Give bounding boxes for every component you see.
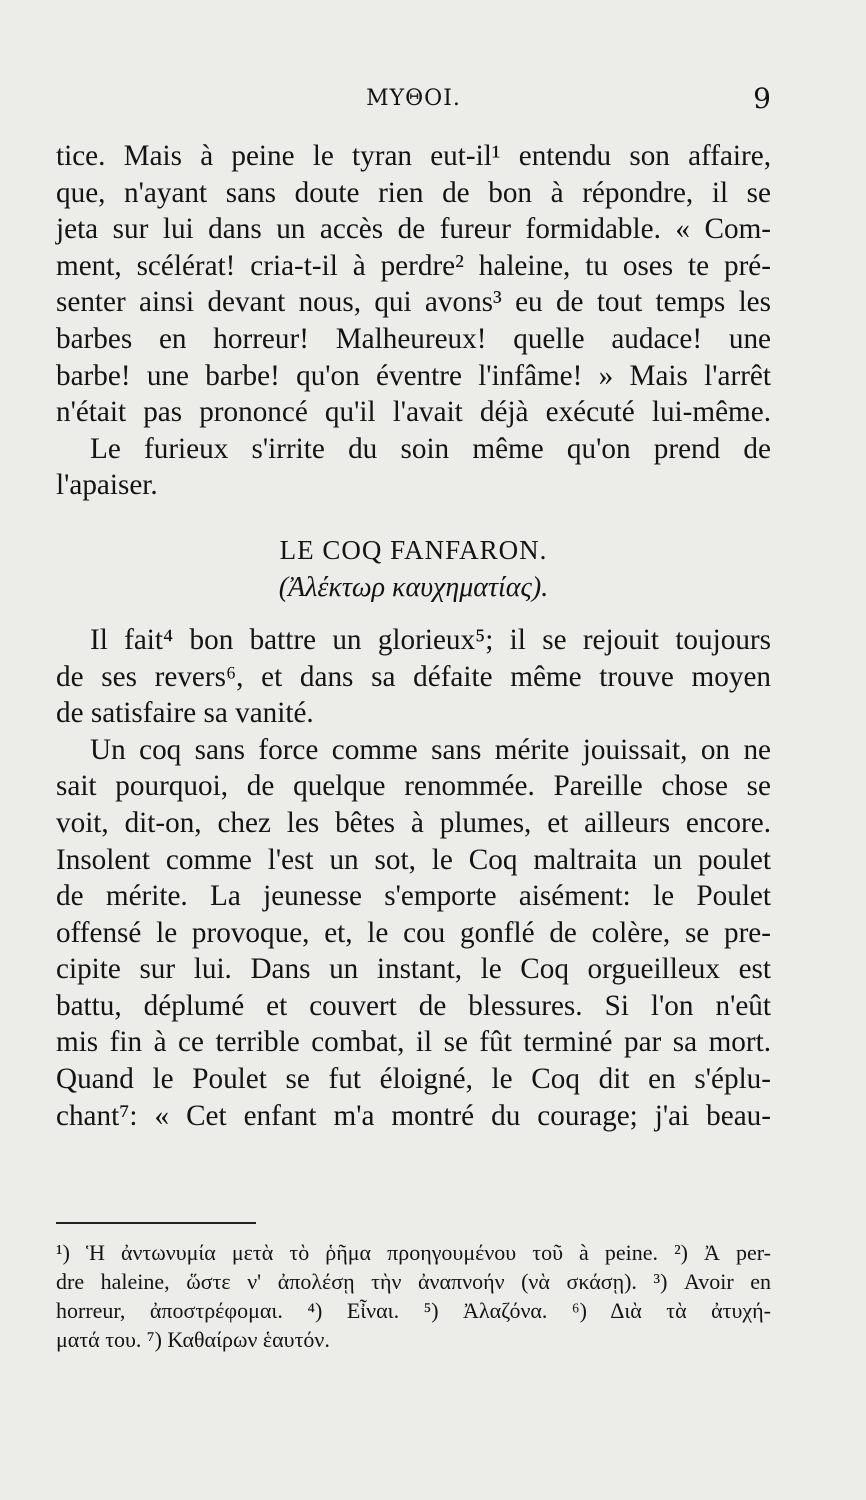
footnote-line: horreur, ἀποστρέφομαι. ⁴) Εἶναι. ⁵) Ἀλαζόνα. ⁶) Διὰ τὰ ἀτυχή- [56, 1298, 771, 1323]
text-line: Insolent comme l'est un sot, le Coq maltraita un poulet [56, 843, 771, 876]
text-line: tice. Mais à peine le tyran eut-il¹ entendu son affaire, [56, 140, 771, 172]
footnotes [56, 1238, 771, 1354]
page-header [56, 82, 771, 116]
text-line: sait pourquoi, de quelque renommée. Pareille chose se [56, 770, 771, 803]
text-line: Quand le Poulet se fut éloigné, le Coq dit en s'éplu- [56, 1063, 771, 1096]
paragraph-moral [56, 431, 771, 504]
text-line: Le furieux s'irrite du soin même qu'on prend de [90, 432, 771, 465]
text-line: chant⁷: « Cet enfant m'a montré du courage; j'ai beau- [56, 1099, 771, 1132]
footnote-line: dre haleine, ὥστε ν' ἀπολέσῃ τὴν ἀναπνοήν (νὰ σκάσῃ). ³) Avoir en [56, 1269, 771, 1294]
text-line: barbes en horreur! Malheureux! quelle audace! une [56, 322, 771, 355]
footnote-line: ματά του. ⁷) Καθαίρων ἑαυτόν. [56, 1327, 330, 1352]
paragraph-intro [56, 622, 771, 732]
text-line: que, n'ayant sans doute rien de bon à répondre, il se [56, 176, 771, 209]
text-line: n'était pas prononcé qu'il l'avait déjà exécuté lui-même. [56, 396, 771, 429]
main-text [56, 138, 771, 1134]
page-number: 9 [753, 82, 771, 115]
text-line: senter ainsi devant nous, qui avons³ eu de tout temps les [56, 286, 771, 319]
text-line: jeta sur lui dans un accès de fureur formidable. « Com- [56, 213, 771, 246]
fable-greek-title: (Ἀλέκτωρ καυχηματίας). [278, 571, 549, 603]
text-line: offensé le provoque, et, le cou gonflé de colère, se pre- [56, 916, 771, 949]
paragraph-story [56, 732, 771, 1135]
text-line: barbe! une barbe! qu'on éventre l'infâme! » Mais l'arrêt [56, 359, 771, 392]
text-line: battu, déplumé et couvert de blessures. Si l'on n'eût [56, 989, 771, 1022]
text-line: voit, dit-on, chez les bêtes à plumes, et ailleurs encore. [56, 806, 771, 839]
text-line: de ses revers⁶, et dans sa défaite même trouve moyen [56, 660, 771, 693]
footnote-line: ¹) Ἡ ἀντωνυμία μετὰ τὸ ῥῆμα προηγουμένου τοῦ à peine. ²) Ἀ per- [56, 1240, 771, 1265]
fable-title: LE COQ FANFARON. [279, 534, 548, 565]
paragraph-continuation [56, 138, 771, 431]
text-line: de satisfaire sa vanité. [56, 697, 314, 730]
text-line: Il fait⁴ bon battre un glorieux⁵; il se rejouit toujours [90, 623, 771, 656]
text-line: mis fin à ce terrible combat, il se fût terminé par sa mort. [56, 1026, 771, 1059]
text-line: de mérite. La jeunesse s'emporte aisément: le Poulet [56, 880, 771, 913]
text-line: Un coq sans force comme sans mérite jouissait, on ne [90, 733, 771, 766]
text-line: cipite sur lui. Dans un instant, le Coq orgueilleux est [56, 953, 771, 986]
text-line: l'apaiser. [56, 469, 158, 502]
footnote-divider [56, 1222, 256, 1224]
text-line: ment, scélérat! cria-t-il à perdre² haleine, tu oses te pré- [56, 249, 771, 282]
running-title: ΜΥΘΟΙ. [366, 86, 461, 111]
